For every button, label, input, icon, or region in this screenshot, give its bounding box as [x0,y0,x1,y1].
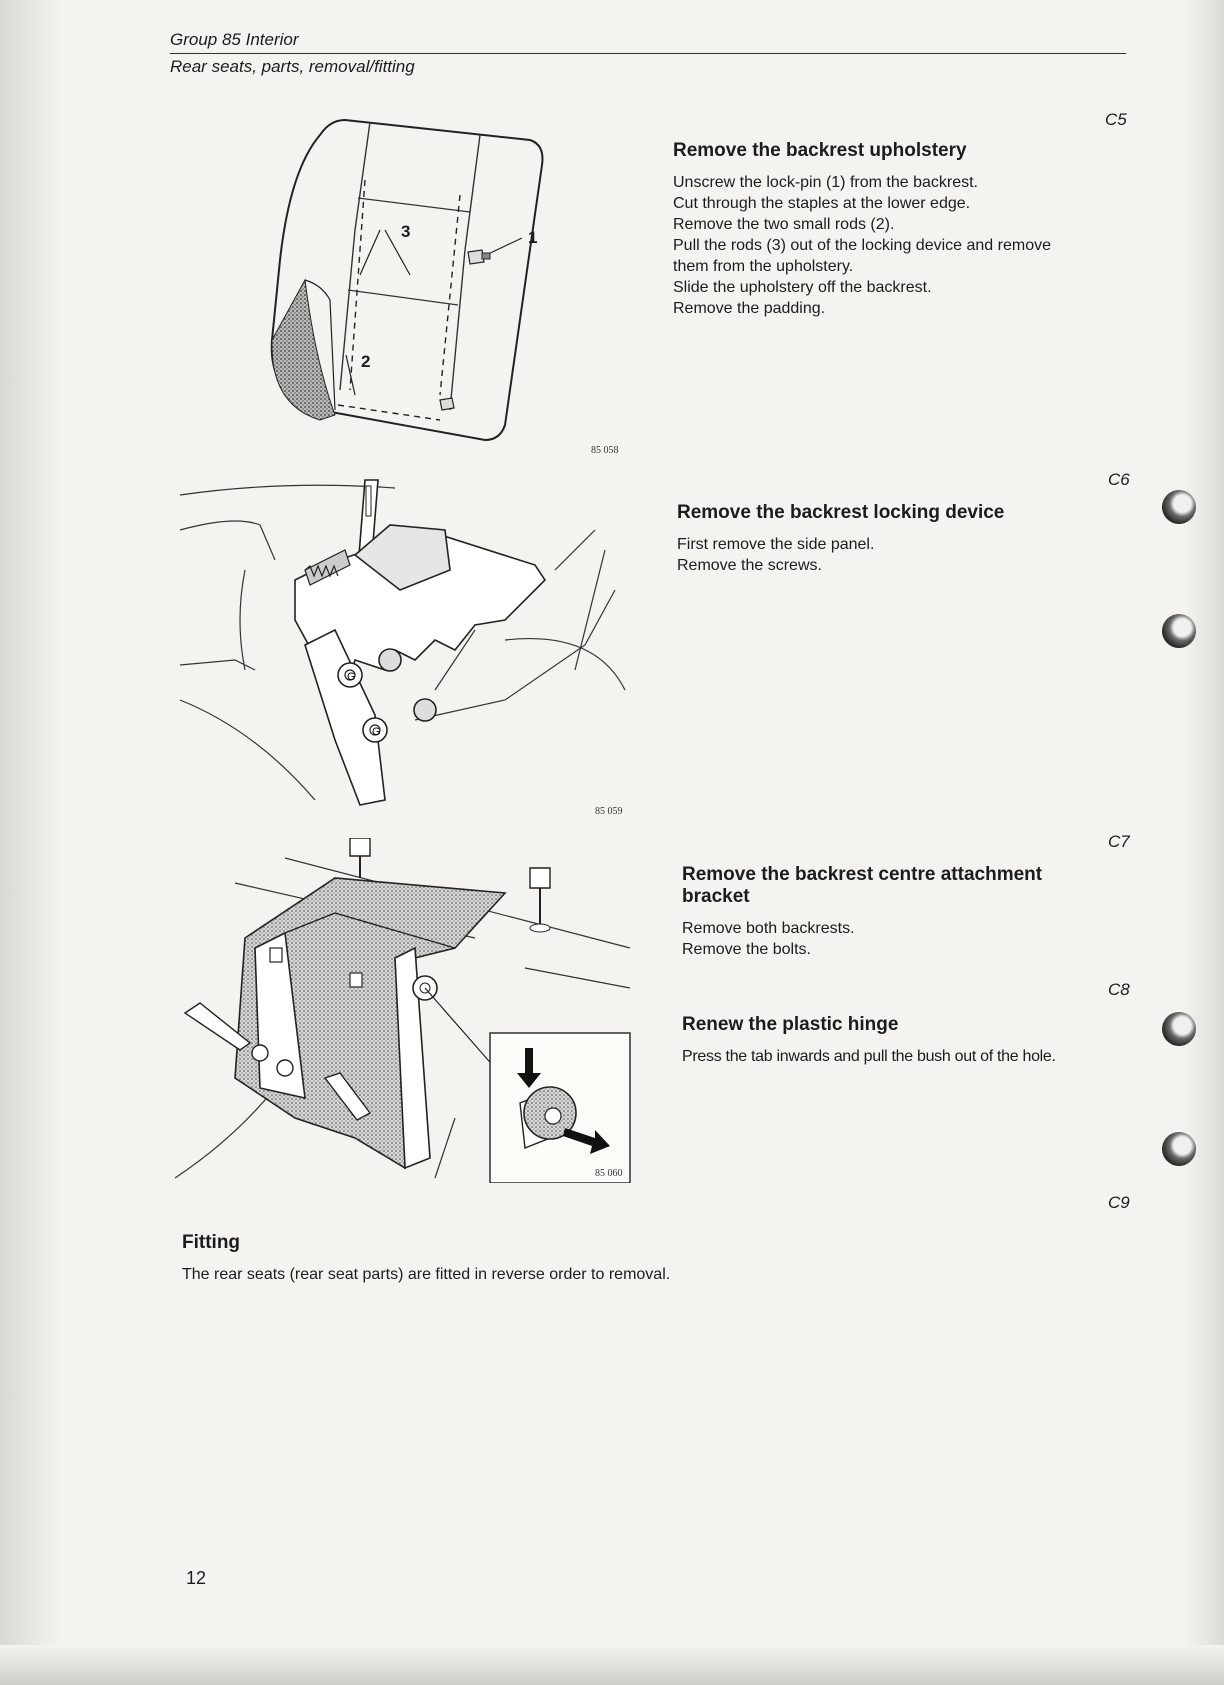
callout-label: 2 [361,352,371,371]
instruction-line: First remove the side panel. [677,535,875,553]
instruction-line: Unscrew the lock-pin (1) from the backrest. [673,173,978,191]
callout-label: 1 [528,228,538,247]
section-code: C8 [1108,980,1130,999]
instruction-line: Remove both backrests. [682,919,855,937]
section-c7 [682,864,1132,960]
centre-bracket-illustration [175,838,635,1183]
binder-ring-icon [1162,490,1196,524]
figure-backrest-upholstery [260,110,630,460]
callout-label: 3 [401,222,411,241]
section-title: Remove the backrest centre attachment bracket [682,864,1043,907]
figure-centre-bracket [175,838,635,1183]
section-title: Remove the backrest locking device [677,502,1005,523]
page-number: 12 [186,1568,207,1588]
instruction-line: Press the tab inwards and pull the bush out of the hole. [682,1047,1056,1065]
figure-locking-device [175,470,635,820]
instruction-line: Remove the bolts. [682,940,811,958]
section-fitting [182,1232,982,1285]
group-title: Group 85 Interior [170,30,1126,54]
binder-ring-icon [1162,1012,1196,1046]
section-code: C5 [1105,110,1127,129]
page-right-edge [1184,0,1224,1685]
figure-number: 85 060 [595,1168,623,1179]
svg-text:G: G [347,671,356,683]
instruction-line: Remove the two small rods (2). [673,215,895,233]
backrest-illustration [260,110,630,460]
section-c8 [682,1014,1152,1067]
svg-text:G: G [372,726,381,738]
binder-ring-icon [1162,614,1196,648]
page-bottom-edge [0,1645,1224,1685]
section-code: C9 [1108,1193,1130,1212]
binder-ring-icon [1162,1132,1196,1166]
page-left-edge [0,0,62,1685]
section-c6 [677,502,1107,576]
instruction-line: them from the upholstery. [673,257,854,275]
instruction-line: Cut through the staples at the lower edge. [673,194,971,212]
page-subtitle: Rear seats, parts, removal/fitting [170,57,415,76]
page-header [170,30,1126,77]
section-title: Fitting [182,1232,241,1253]
instruction-line: Slide the upholstery off the backrest. [673,278,932,296]
locking-device-illustration [175,470,635,820]
instruction-line: Pull the rods (3) out of the locking device and remove [673,236,1051,254]
figure-number: 85 058 [591,445,619,456]
instruction-line: Remove the padding. [673,299,826,317]
section-title: Renew the plastic hinge [682,1014,899,1035]
figure-number: 85 059 [595,806,623,817]
section-code: C7 [1108,832,1130,851]
section-c5 [673,140,1143,319]
fitting-text: The rear seats (rear seat parts) are fitted in reverse order to removal. [182,1265,671,1283]
section-title: Remove the backrest upholstery [673,140,967,161]
section-code: C6 [1108,470,1130,489]
instruction-line: Remove the screws. [677,556,822,574]
